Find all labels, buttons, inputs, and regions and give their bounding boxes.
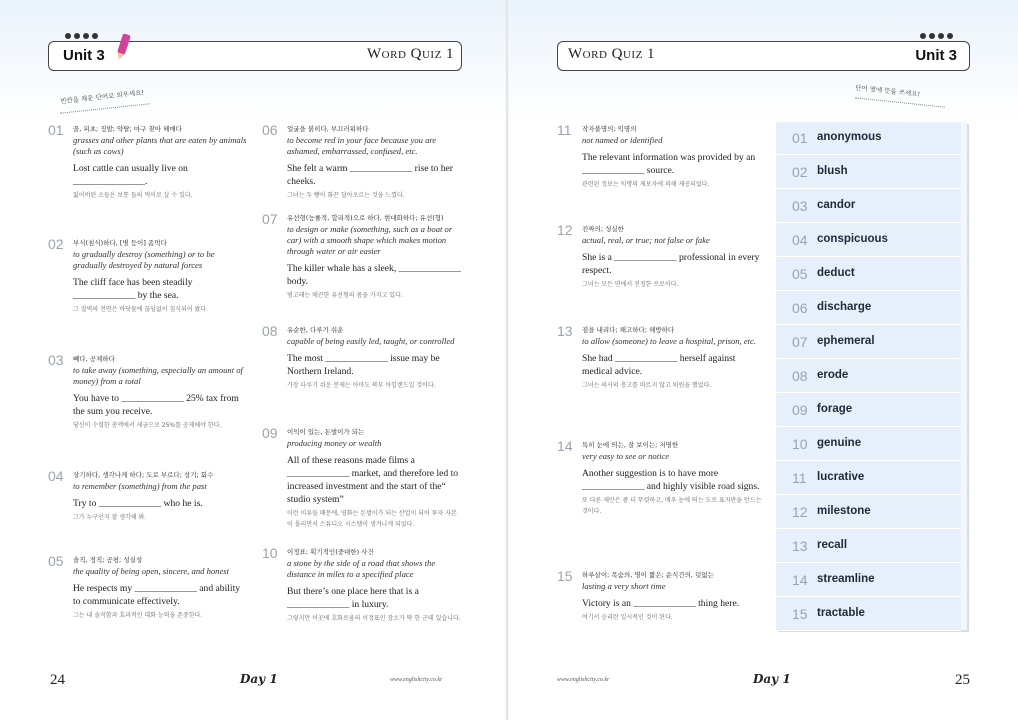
korean-meaning: 꼴, 피초; 징발; 약탈; 마구 찾아 헤매다 xyxy=(73,125,182,133)
definition: capable of being easily led, taught, or controlled xyxy=(287,336,455,346)
entry-number: 04 xyxy=(48,468,64,484)
unit-label: Unit 3 xyxy=(915,47,957,64)
example-sentence: She is a _____________ professional in every respect. xyxy=(582,252,760,276)
korean-meaning: 작자불명의; 익명의 xyxy=(582,125,637,133)
answer-number: 02 xyxy=(792,164,808,180)
answer-number: 08 xyxy=(792,368,808,384)
example-sentence: Lost cattle can usually live on _______________. xyxy=(73,163,188,187)
answer-word: forage xyxy=(817,403,853,415)
korean-meaning: 유선형(능률적, 합리적)으로 하다, 현대화하다; 유선(형) xyxy=(287,214,444,222)
answer-word: conspicuous xyxy=(817,233,888,245)
answer-number: 05 xyxy=(792,266,808,282)
entry-number: 07 xyxy=(262,211,278,227)
entry-number: 08 xyxy=(262,323,278,339)
page-number: 25 xyxy=(955,672,970,688)
answer-number: 03 xyxy=(792,198,808,214)
korean-meaning: 하루살이; 목숨의, 명이 짧은; 순식간의, 덧없는 xyxy=(582,571,714,579)
translation: 당신이 수령한 총액에서 세금으로 25%를 공제해야 한다. xyxy=(73,422,222,429)
definition: not named or identified xyxy=(582,135,663,145)
answer-word: ephemeral xyxy=(817,335,875,347)
answer-number: 07 xyxy=(792,334,808,350)
example-sentence: The most _____________ issue may be Northern Ireland. xyxy=(287,353,440,377)
example-sentence: The killer whale has a sleek, _____________ body. xyxy=(287,263,461,287)
answer-word: deduct xyxy=(817,267,855,279)
answer-word: blush xyxy=(817,165,848,177)
definition: the quality of being open, sincere, and honest xyxy=(73,566,230,576)
answer-word: milestone xyxy=(817,505,871,517)
answer-row xyxy=(776,190,961,223)
translation: 그렇지만 이곳에 호화로움의 이정표인 장소가 딱 한 군데 있습니다. xyxy=(287,615,461,622)
answer-word: tractable xyxy=(817,607,865,619)
answer-row xyxy=(776,224,961,257)
answer-row xyxy=(776,428,961,461)
page-number: 24 xyxy=(50,672,65,688)
answer-row xyxy=(776,292,961,325)
definition: to remember (something) from the past xyxy=(73,481,207,491)
korean-meaning: 진짜의; 성실한 xyxy=(582,225,624,233)
definition: grasses and other plants that are eaten by animals (such as cows) xyxy=(73,135,247,156)
left-header xyxy=(48,41,462,71)
answer-row xyxy=(776,462,961,495)
day-label: Day 1 xyxy=(240,672,278,686)
answer-word: anonymous xyxy=(817,131,882,143)
definition: to take away (something, especially an amount of money) from a total xyxy=(73,365,243,386)
right-header xyxy=(557,41,970,71)
answer-row xyxy=(776,258,961,291)
site-url: www.englishcity.co.kr xyxy=(557,677,610,683)
quiz-title: Word Quiz 1 xyxy=(568,46,656,62)
korean-meaning: 유순한, 다루기 쉬운 xyxy=(287,326,344,334)
answer-number: 09 xyxy=(792,402,808,418)
hint-underline xyxy=(60,103,150,113)
answer-number: 01 xyxy=(792,130,808,146)
korean-meaning: 얼굴을 붉히다, 부끄러워하다 xyxy=(287,125,369,133)
example-sentence: Another suggestion is to have more _____________ and highly visible road signs. xyxy=(582,468,760,492)
quiz-title: Word Quiz 1 xyxy=(367,46,455,62)
entry-number: 09 xyxy=(262,425,278,441)
answer-word: discharge xyxy=(817,301,872,313)
header-dots xyxy=(920,33,953,39)
answer-word-list xyxy=(776,122,967,630)
definition: to allow (someone) to leave a hospital, prison, etc. xyxy=(582,336,756,346)
answer-number: 15 xyxy=(792,606,808,622)
definition: producing money or wealth xyxy=(287,438,382,448)
answer-row xyxy=(776,394,961,427)
translation: 잃어버린 소들은 보통 들의 먹이로 살 수 있다. xyxy=(73,192,193,199)
answer-number: 13 xyxy=(792,538,808,554)
translation: 그가 누구인지 잘 생각해 봐. xyxy=(73,514,147,521)
translation: 그녀는 모든 면에서 진정한 프로이다. xyxy=(582,281,679,288)
entry-number: 10 xyxy=(262,545,278,561)
definition: very easy to see or notice xyxy=(582,451,670,461)
entry-number: 14 xyxy=(557,438,573,454)
instruction-hint: 단어 옆에 뜻을 쓰세요! xyxy=(854,83,921,99)
translation: 이런 이유들 때문에, 영화는 돈벌이가 되는 산업이 되어 투자 자본이 몰리면서 스튜디오 시스템이 생겨나게 되었다. xyxy=(287,510,457,528)
translation: 관련된 정보는 익명의 제보자에 의해 제공되었다. xyxy=(582,181,710,188)
korean-meaning: 빼다, 공제하다 xyxy=(73,355,115,363)
day-label: Day 1 xyxy=(753,672,791,686)
definition: to design or make (something, such as a boat or car) with a smooth shape which makes motion through water or air easier xyxy=(287,224,453,256)
example-sentence: The cliff face has been steadily _____________ by the sea. xyxy=(73,277,193,301)
example-sentence: You have to _____________ 25% tax from the sum you receive. xyxy=(73,393,239,417)
answer-word: lucrative xyxy=(817,471,865,483)
answer-number: 06 xyxy=(792,300,808,316)
hint-underline xyxy=(855,97,945,107)
answer-row xyxy=(776,156,961,189)
entry-number: 12 xyxy=(557,222,573,238)
answer-row xyxy=(776,326,961,359)
example-sentence: Try to _____________ who he is. xyxy=(73,498,203,509)
example-sentence: But there’s one place here that is a _____________ in luxury. xyxy=(287,586,419,610)
example-sentence: He respects my _____________ and ability to communicate effectively. xyxy=(73,583,241,607)
korean-meaning: 부식(침식)하다, [병 등이] 좀먹다 xyxy=(73,239,167,247)
example-sentence: She had _____________ herself against medical advice. xyxy=(582,353,736,377)
definition: actual, real, or true; not false or fake xyxy=(582,235,710,245)
translation: 여기서 승리란 일시적인 것이 된다. xyxy=(582,614,673,621)
answer-row xyxy=(776,122,961,155)
example-sentence: The relevant information was provided by an _____________ source. xyxy=(582,152,756,176)
answer-word: erode xyxy=(817,369,849,381)
entry-number: 05 xyxy=(48,553,64,569)
answer-row xyxy=(776,496,961,529)
answer-number: 04 xyxy=(792,232,808,248)
entry-number: 02 xyxy=(48,236,64,252)
korean-meaning: 이익이 있는, 돈벌이가 되는 xyxy=(287,428,365,436)
translation: 범고래는 매끈한 유선형의 몸을 가지고 있다. xyxy=(287,292,403,299)
translation: 그 절벽의 전면은 바닷물에 끊임없이 침식되어 왔다. xyxy=(73,306,209,313)
instruction-hint: 빈칸을 채운 단어로 외우세요! xyxy=(59,88,145,106)
korean-meaning: 상기하다, 생각나게 하다; 도로 부르다; 상기; 회수 xyxy=(73,471,214,479)
entry-number: 03 xyxy=(48,352,64,368)
korean-meaning: 짐을 내리다; 해고하다; 해방하다 xyxy=(582,326,675,334)
translation: 또 다른 제안은 좀 더 뚜렷하고, 매우 눈에 띄는 도로 표지판을 만드는 것이다. xyxy=(582,497,762,515)
header-dots xyxy=(65,33,98,39)
definition: lasting a very short time xyxy=(582,581,666,591)
entry-number: 13 xyxy=(557,323,573,339)
translation: 가장 다루기 쉬운 문제는 아마도 북부 아일랜드일 것이다. xyxy=(287,382,436,389)
site-url: www.englishcity.co.kr xyxy=(390,677,443,683)
answer-row xyxy=(776,360,961,393)
answer-row xyxy=(776,564,961,597)
answer-number: 14 xyxy=(792,572,808,588)
translation: 그는 내 솔직함과 효과적인 대화 능력을 존중한다. xyxy=(73,612,203,619)
answer-row xyxy=(776,598,961,631)
korean-meaning: 특히 눈에 띄는, 잘 보이는; 저명한 xyxy=(582,441,679,449)
translation: 그녀는 두 뺨이 화끈 달아오르는 것을 느꼈다. xyxy=(287,192,405,199)
entry-number: 15 xyxy=(557,568,573,584)
example-sentence: Victory is an _____________ thing here. xyxy=(582,598,740,609)
korean-meaning: 이정표; 획기적인(중대한) 사건 xyxy=(287,548,374,556)
answer-number: 10 xyxy=(792,436,808,452)
answer-word: candor xyxy=(817,199,856,211)
answer-row xyxy=(776,530,961,563)
answer-word: recall xyxy=(817,539,848,551)
entry-number: 11 xyxy=(557,122,572,138)
definition: a stone by the side of a road that shows the distance in miles to a specified place xyxy=(287,558,436,579)
example-sentence: She felt a warm _____________ rise to her cheeks. xyxy=(287,163,453,187)
entry-number: 01 xyxy=(48,122,64,138)
example-sentence: All of these reasons made films a _____________ market, and therefore led to increased investment and the start of the“ studio system” xyxy=(287,455,459,505)
answer-word: streamline xyxy=(817,573,875,585)
answer-word: genuine xyxy=(817,437,862,449)
korean-meaning: 솔직, 정직; 공평; 성실성 xyxy=(73,556,143,564)
answer-number: 11 xyxy=(792,470,807,486)
answer-number: 12 xyxy=(792,504,808,520)
definition: to gradually destroy (something) or to be gradually destroyed by natural forces xyxy=(73,249,215,270)
definition: to become red in your face because you are ashamed, embarrassed, confused, etc. xyxy=(287,135,437,156)
translation: 그녀는 의사의 충고를 따르지 않고 퇴원을 했었다. xyxy=(582,382,712,389)
entry-number: 06 xyxy=(262,122,278,138)
unit-label: Unit 3 xyxy=(63,47,105,64)
